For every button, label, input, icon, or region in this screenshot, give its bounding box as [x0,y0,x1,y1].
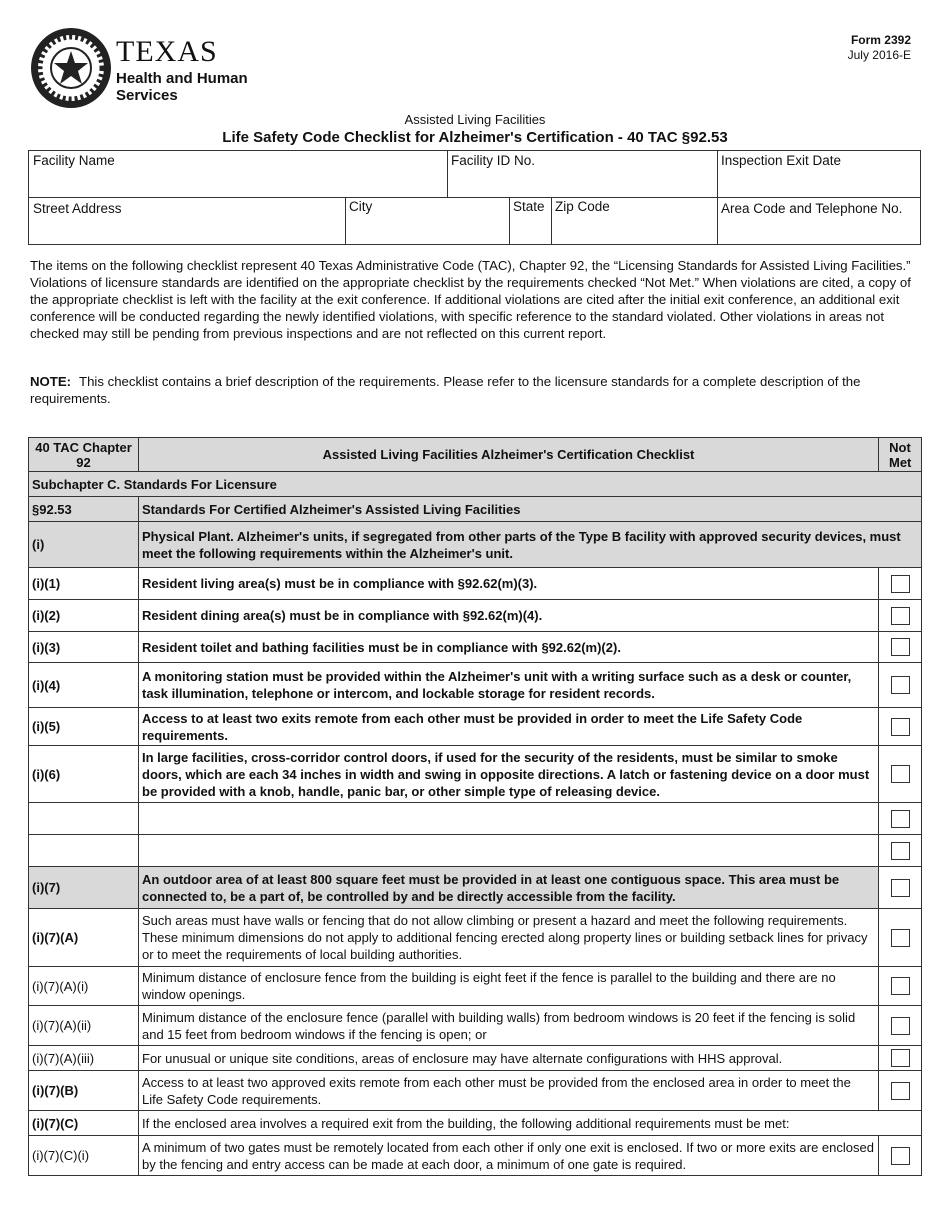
rule-text: Standards For Certified Alzheimer's Assisted Living Facilities [139,497,922,522]
rule-text: Minimum distance of enclosure fence from the building is eight feet if the fence is parallel to the building and there are no window openings. [139,967,879,1006]
inspection-exit-date-label: Inspection Exit Date [721,153,842,168]
city-field[interactable] [345,197,509,244]
logo-agency [116,70,248,104]
form-identifier [848,33,911,63]
table-row [29,600,922,632]
rule-text: Resident dining area(s) must be in compliance with §92.62(m)(4). [139,600,879,632]
telephone-field[interactable] [717,199,920,244]
not-met-checkbox[interactable] [891,718,910,736]
rule-ref: §92.53 [29,497,139,522]
zip-code-label: Zip Code [555,199,610,214]
table-row [29,632,922,663]
table-row [29,1111,922,1136]
rule-ref: (i)(4) [29,663,139,708]
texas-seal-icon [30,27,112,109]
not-met-checkbox[interactable] [891,1049,910,1067]
rule-ref: (i)(7)(A)(iii) [29,1046,139,1071]
logo-line2: Health and Human [116,70,248,87]
rule-text: An outdoor area of at least 800 square feet must be provided in at least one contiguous space. This area must be connected to, be a part of, be controlled by and be directly accessible from the facility. [139,867,879,909]
rule-ref: (i)(6) [29,746,139,803]
note-label: NOTE: [30,374,72,389]
not-met-checkbox[interactable] [891,879,910,897]
note-paragraph [30,373,922,407]
rule-text: Minimum distance of the enclosure fence (parallel with building walls) from bedroom windows is 20 feet if the fencing is solid and 15 feet from bedroom windows if the fencing is open; or [139,1006,879,1046]
table-row [29,497,922,522]
facility-name-field[interactable] [29,151,447,197]
not-met-checkbox[interactable] [891,842,910,860]
logo-texas: TEXAS [116,35,218,68]
rule-ref: (i)(7)(A)(ii) [29,1006,139,1046]
rule-ref: (i) [29,522,139,568]
table-row [29,663,922,708]
form-title: Life Safety Code Checklist for Alzheimer's Certification - 40 TAC §92.53 [222,129,728,146]
rule-ref: (i)(2) [29,600,139,632]
blank-ref [29,835,139,867]
not-met-cell [879,803,922,835]
not-met-checkbox[interactable] [891,810,910,828]
not-met-cell [879,663,922,708]
table-row [29,1046,922,1071]
facility-info-grid [28,150,921,245]
not-met-checkbox[interactable] [891,1147,910,1165]
not-met-checkbox[interactable] [891,1082,910,1100]
texas-hhs-logo [30,27,250,111]
rule-text: Access to at least two approved exits remote from each other must be provided from the enclosed area in order to meet the Life Safety Code requirements. [139,1071,879,1111]
zip-code-field[interactable] [551,197,717,244]
not-met-cell [879,568,922,600]
logo-line3: Services [116,87,178,104]
rule-text: Resident toilet and bathing facilities must be in compliance with §92.62(m)(2). [139,632,879,663]
state-label: State [513,199,545,214]
rule-ref: (i)(7)(A)(i) [29,967,139,1006]
rule-ref: (i)(7)(B) [29,1071,139,1111]
rule-ref: (i)(5) [29,708,139,746]
blank-ref [29,803,139,835]
not-met-checkbox[interactable] [891,607,910,625]
rule-ref: (i)(1) [29,568,139,600]
table-row [29,568,922,600]
not-met-cell [879,746,922,803]
not-met-checkbox[interactable] [891,977,910,995]
table-row [29,708,922,746]
inspection-exit-date-field[interactable] [717,151,920,197]
intro-paragraph: The items on the following checklist represent 40 Texas Administrative Code (TAC), Chapter 92, the “Licensing Standards for Assisted Living Facilities.” Violations of licensure standards are identified on the appropriate checklist by the requirements checked “Not Met.” When violations are cited, a copy of the appropriate checklist is left with the facility at the exit conference. If additional violations are cited after the initial exit conference, an additional exit conference will be conducted regarding the newly identified violations, with specific reference to the standard violated. Other violations in areas not checked may still be pending from previous inspections and are not reflected on this current report. [30,258,911,341]
checklist-table [28,437,922,1176]
blank-text [139,803,879,835]
not-met-cell [879,1006,922,1046]
blank-row [29,835,922,867]
header-rule-col: 40 TAC Chapter 92 [29,438,139,472]
table-row [29,1006,922,1046]
not-met-cell [879,600,922,632]
facility-id-field[interactable] [447,151,717,197]
subchapter-row [29,472,922,497]
subchapter-label: Subchapter C. Standards For Licensure [29,472,922,497]
rule-text: Such areas must have walls or fencing that do not allow climbing or present a hazard and meet the following requirements. These minimum dimensions do not apply to additional fencing erected along property lines or building setback lines for privacy or to meet the requirements of local building authorities. [139,909,879,967]
street-address-label: Street Address [33,201,122,216]
telephone-label: Area Code and Telephone No. [721,201,903,216]
header-not-met-col: Not Met [879,438,922,472]
state-field[interactable] [509,197,551,244]
not-met-checkbox[interactable] [891,765,910,783]
rule-text: A monitoring station must be provided within the Alzheimer's unit with a writing surface such as a desk or counter, task illumination, telephone or intercom, and lockable storage for resident records. [139,663,879,708]
not-met-cell [879,967,922,1006]
table-row [29,522,922,568]
table-row [29,867,922,909]
table-header-row [29,438,922,472]
not-met-checkbox[interactable] [891,575,910,593]
rule-text: If the enclosed area involves a required exit from the building, the following additional requirements must be met: [139,1111,922,1136]
form-date: July 2016-E [847,48,911,62]
not-met-cell [879,708,922,746]
not-met-checkbox[interactable] [891,676,910,694]
rule-ref: (i)(7) [29,867,139,909]
table-row [29,967,922,1006]
not-met-checkbox[interactable] [891,1017,910,1035]
table-row [29,1071,922,1111]
not-met-cell [879,1046,922,1071]
facility-name-label: Facility Name [33,153,115,168]
rule-text: For unusual or unique site conditions, areas of enclosure may have alternate configurations with HHS approval. [139,1046,879,1071]
not-met-cell [879,835,922,867]
not-met-cell [879,1071,922,1111]
form-number: Form 2392 [850,33,911,47]
rule-text: Access to at least two exits remote from each other must be provided in order to meet the Life Safety Code requirements. [139,708,879,746]
not-met-cell [879,909,922,967]
rule-text: A minimum of two gates must be remotely located from each other if only one exit is enclosed. If two or more exits are enclosed by the fencing and entry access can be made at each door, a minimum of one gate is required. [139,1136,879,1176]
rule-ref: (i)(7)(A) [29,909,139,967]
header-requirement-col: Assisted Living Facilities Alzheimer's Certification Checklist [139,438,879,472]
rule-text: Resident living area(s) must be in compliance with §92.62(m)(3). [139,568,879,600]
form-subtitle: Assisted Living Facilities [404,112,546,127]
blank-row [29,803,922,835]
table-row [29,746,922,803]
city-label: City [349,199,373,214]
blank-text [139,835,879,867]
not-met-cell [879,867,922,909]
table-row [29,909,922,967]
rule-text: Physical Plant. Alzheimer's units, if segregated from other parts of the Type B facility with approved security devices, must meet the following requirements within the Alzheimer's unit. [139,522,922,568]
not-met-checkbox[interactable] [891,929,910,947]
not-met-cell [879,1136,922,1176]
facility-id-label: Facility ID No. [451,153,536,168]
note-text: This checklist contains a brief description of the requirements. Please refer to the licensure standards for a complete description of the requirements. [30,374,861,406]
rule-text: In large facilities, cross-corridor control doors, if used for the security of the residents, must be similar to smoke doors, which are each 34 inches in width and swing in opposite directions. A latch or fastening device on a door must be provided with a knob, handle, panic bar, or other simple type of releasing device. [139,746,879,803]
street-address-field[interactable] [29,199,345,244]
rule-ref: (i)(7)(C) [29,1111,139,1136]
rule-ref: (i)(7)(C)(i) [29,1136,139,1176]
not-met-cell [879,632,922,663]
not-met-checkbox[interactable] [891,638,910,656]
table-row [29,1136,922,1176]
rule-ref: (i)(3) [29,632,139,663]
